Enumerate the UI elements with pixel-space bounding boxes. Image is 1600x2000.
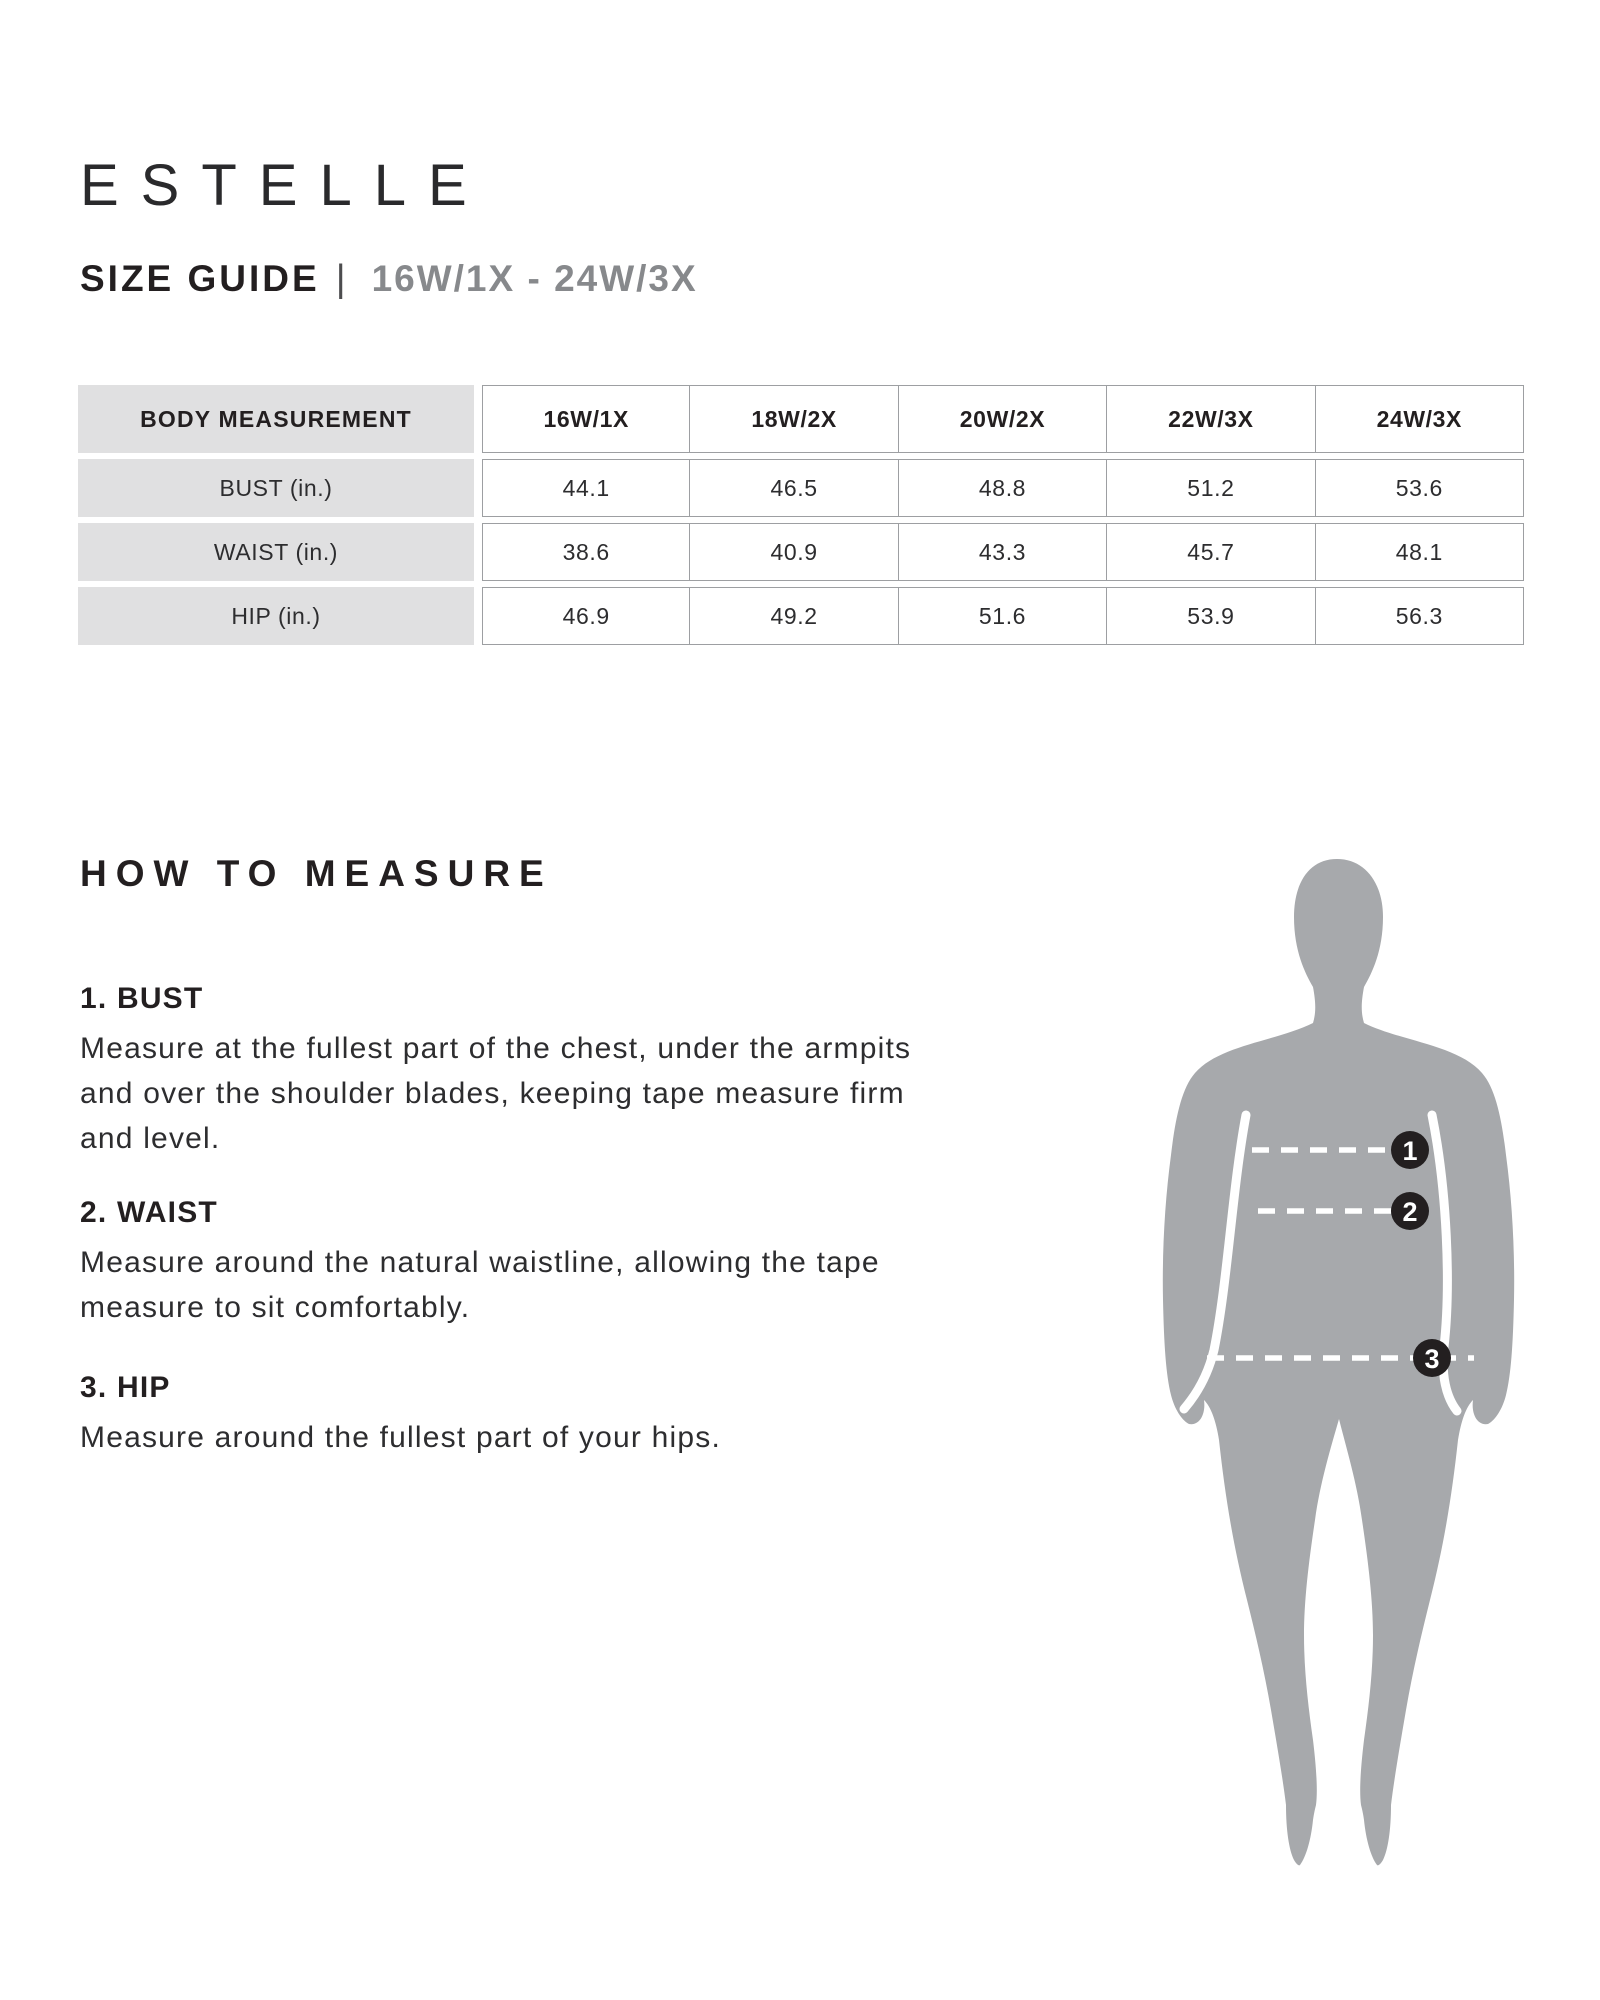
bust-marker: [1391, 1131, 1429, 1169]
table-corner-header: BODY MEASUREMENT: [78, 385, 474, 453]
table-cell: 43.3: [898, 523, 1107, 581]
table-cell: 49.2: [689, 587, 898, 645]
hip-marker-number: 3: [1424, 1344, 1440, 1374]
table-cell: 51.6: [898, 587, 1107, 645]
table-cell: 46.5: [689, 459, 898, 517]
section-heading-hip: 3. HIP: [80, 1371, 171, 1404]
heading-separator: |: [335, 258, 346, 300]
table-cell: 48.1: [1315, 523, 1524, 581]
table-cell: 40.9: [689, 523, 898, 581]
section-text-line: Measure around the natural waistline, allowing the tape: [80, 1246, 880, 1279]
brand-logo: ESTELLE: [80, 153, 489, 218]
measure-section-waist: [80, 1196, 1160, 1330]
section-heading-bust: 1. BUST: [80, 982, 204, 1015]
bust-marker-number: 1: [1402, 1136, 1418, 1166]
size-column-header: 24W/3X: [1315, 385, 1524, 453]
section-text-line: Measure around the fullest part of your hips.: [80, 1421, 721, 1454]
waist-marker-number: 2: [1402, 1197, 1418, 1227]
section-text-line: Measure at the fullest part of the chest, under the armpits: [80, 1032, 912, 1065]
table-cell: 45.7: [1106, 523, 1315, 581]
table-cell: 51.2: [1106, 459, 1315, 517]
body-silhouette-figure: [1140, 855, 1570, 1895]
size-column-header: 18W/2X: [689, 385, 898, 453]
table-cell: 38.6: [482, 523, 690, 581]
body-silhouette-shape: [1163, 859, 1514, 1865]
section-text-line: measure to sit comfortably.: [80, 1291, 471, 1324]
hip-marker: [1413, 1339, 1451, 1377]
size-range: 16W/1X - 24W/3X: [371, 258, 698, 299]
section-heading-waist: 2. WAIST: [80, 1196, 218, 1229]
measure-section-hip: [80, 1371, 1160, 1460]
row-label-hip: HIP (in.): [78, 587, 474, 645]
size-column-header: 22W/3X: [1106, 385, 1315, 453]
measure-section-bust: [80, 982, 1160, 1161]
waist-marker: [1391, 1192, 1429, 1230]
table-cell: 53.9: [1106, 587, 1315, 645]
size-column-header: 20W/2X: [898, 385, 1107, 453]
size-column-header: 16W/1X: [482, 385, 690, 453]
table-cell: 53.6: [1315, 459, 1524, 517]
section-text-line: and level.: [80, 1122, 221, 1155]
table-cell: 48.8: [898, 459, 1107, 517]
page-title: SIZE GUIDE: [80, 258, 320, 299]
size-guide-heading: [80, 258, 698, 301]
row-label-waist: WAIST (in.): [78, 523, 474, 581]
row-label-bust: BUST (in.): [78, 459, 474, 517]
table-cell: 46.9: [482, 587, 690, 645]
section-text-line: and over the shoulder blades, keeping tape measure firm: [80, 1077, 905, 1110]
how-to-measure-heading: HOW TO MEASURE: [80, 853, 553, 894]
size-table: [78, 385, 1524, 645]
table-cell: 56.3: [1315, 587, 1524, 645]
body-silhouette-svg: [1140, 855, 1570, 1895]
table-cell: 44.1: [482, 459, 690, 517]
